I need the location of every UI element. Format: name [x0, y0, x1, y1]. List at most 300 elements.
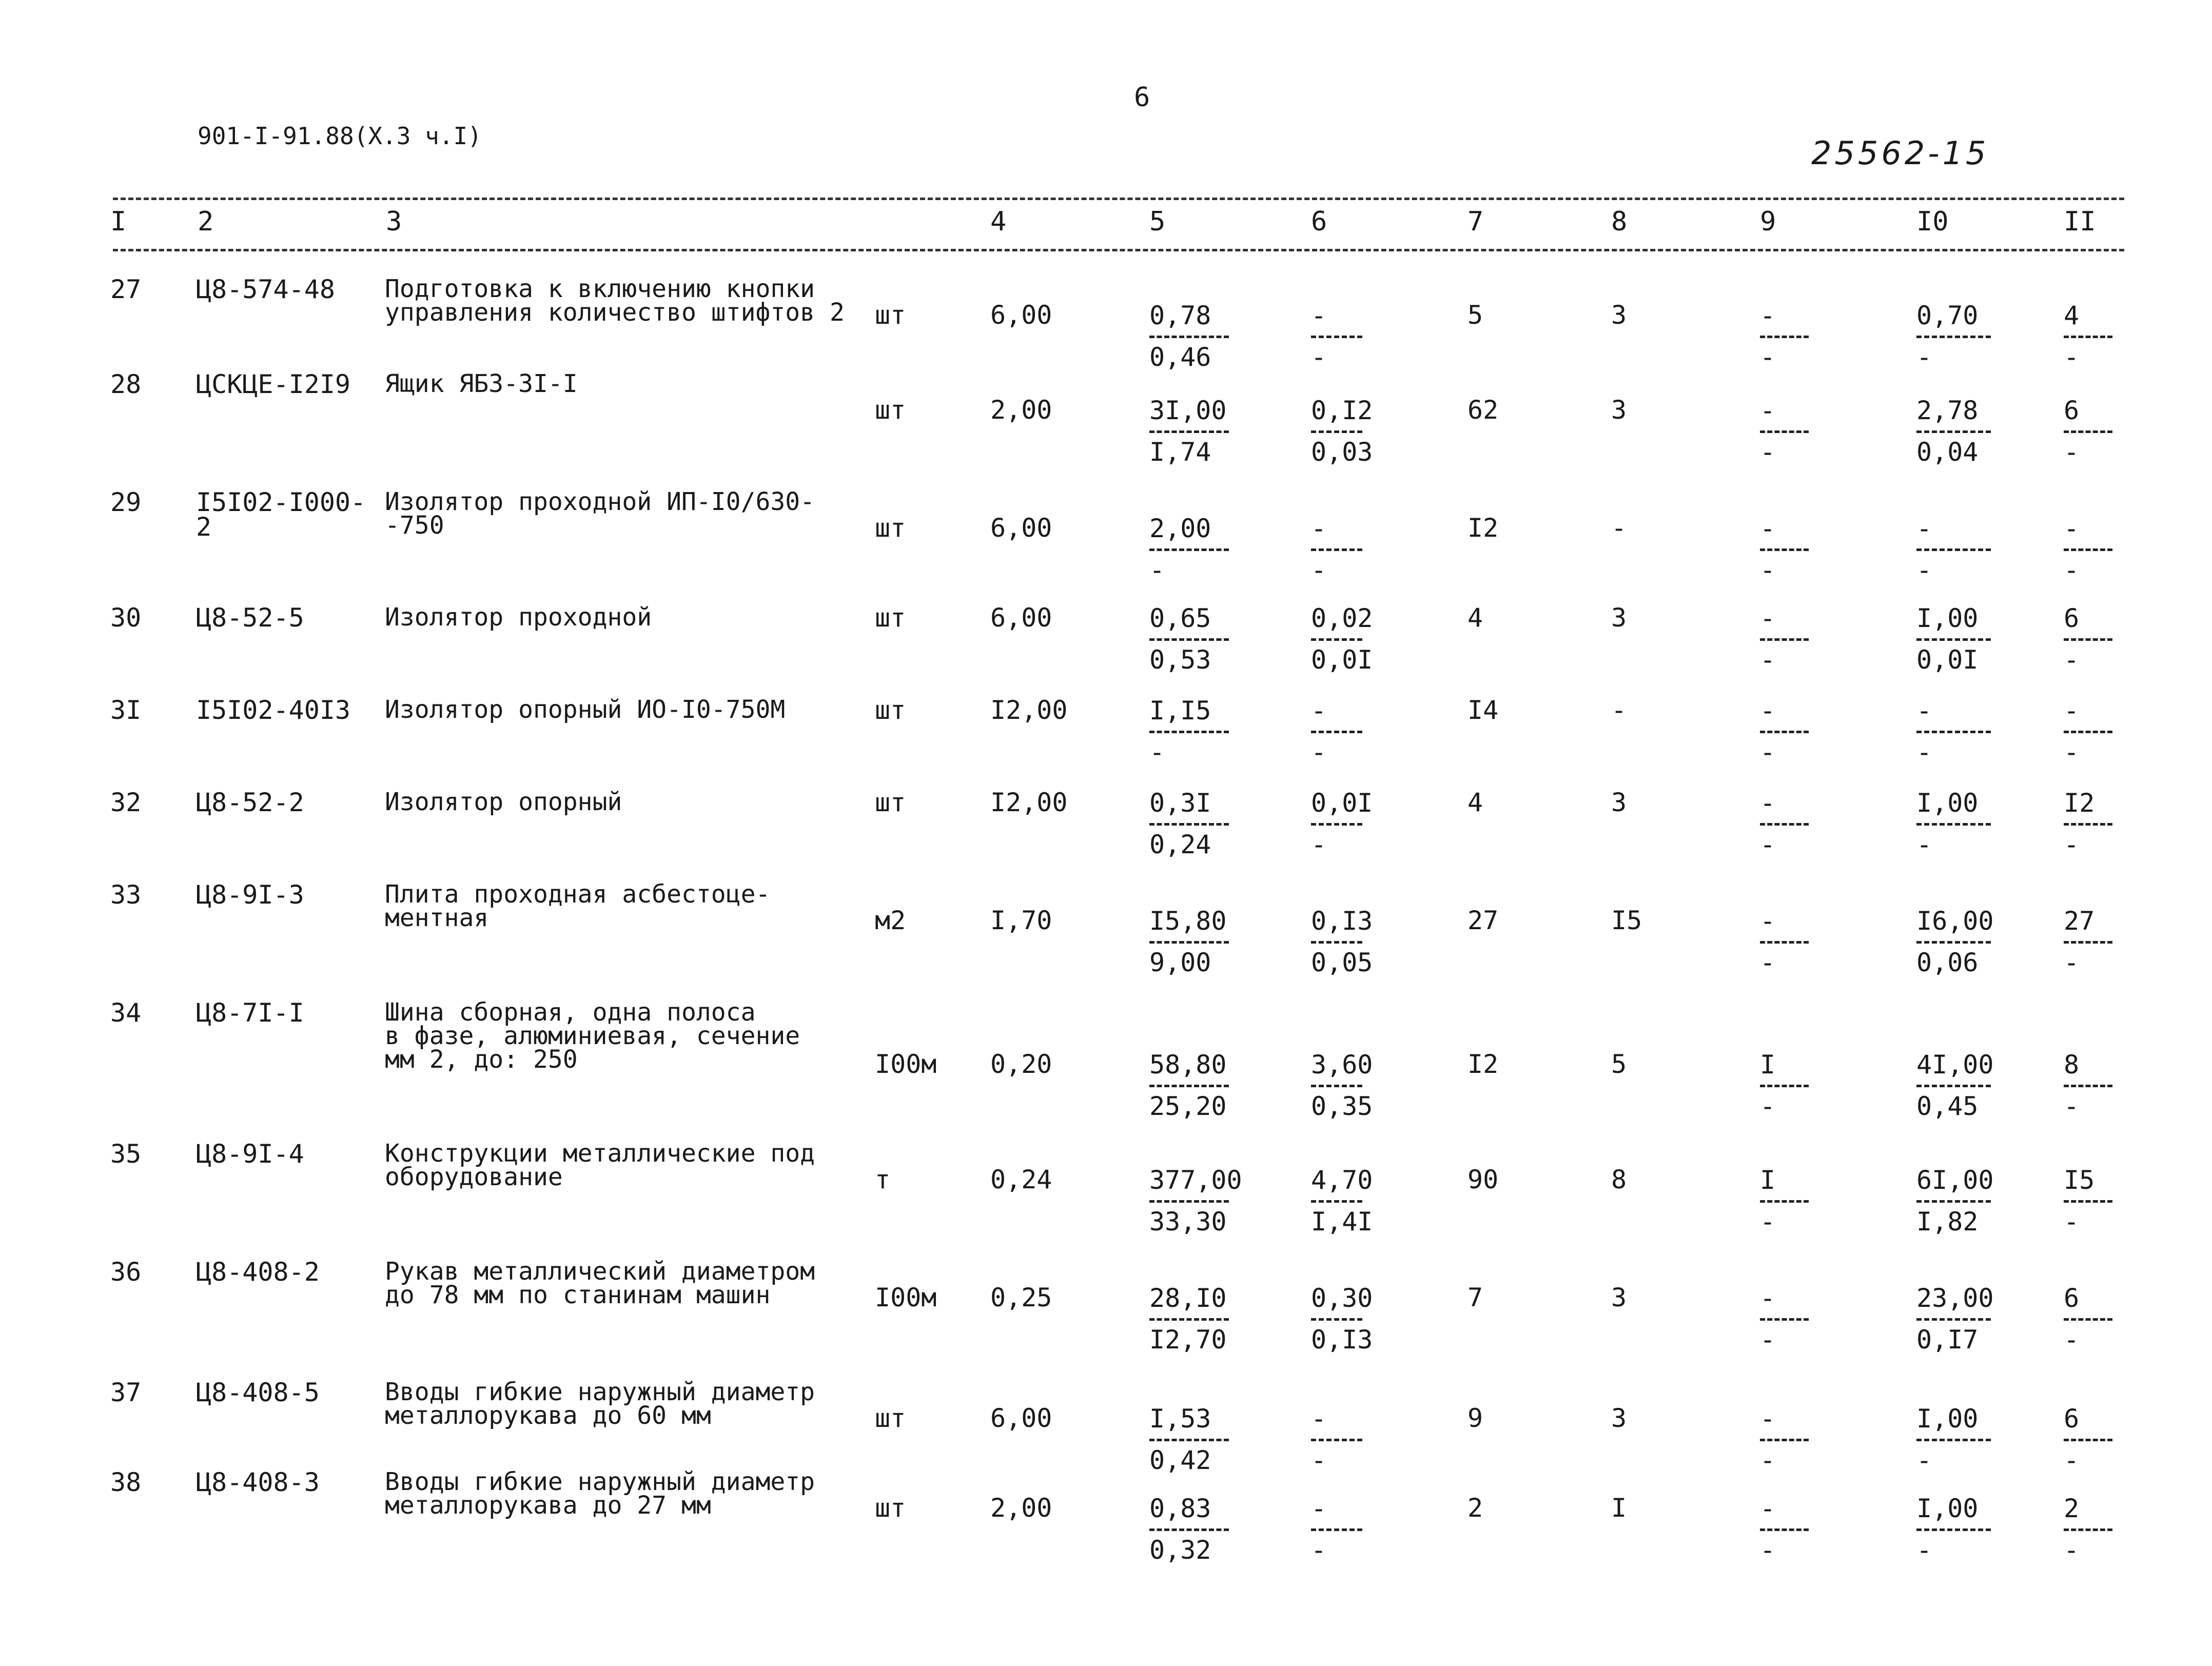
row-number: 35 [110, 1139, 142, 1169]
col9-value-denominator: - [1760, 1325, 1776, 1355]
unit: I00м [875, 1283, 937, 1312]
col9-value-numerator: - [1760, 1283, 1776, 1313]
col11-value-numerator: 4 [2064, 301, 2080, 330]
col6-value-denominator: 0,03 [1311, 437, 1373, 467]
col5-value [1149, 1496, 1229, 1563]
col5-value-denominator: 25,20 [1149, 1091, 1227, 1121]
fraction-bar [1916, 548, 1991, 551]
col11-value-numerator: 27 [2064, 906, 2095, 936]
col11-value [2064, 398, 2112, 465]
col9-value [1760, 1496, 1809, 1563]
col11-value [2064, 1052, 2112, 1119]
col6-value-denominator: 0,0I [1311, 645, 1373, 675]
col8-value: 3 [1611, 788, 1627, 817]
col9-value-numerator: - [1760, 1404, 1776, 1434]
col10-value [1916, 1496, 1991, 1563]
quantity: I2,00 [990, 788, 1068, 817]
col10-value [1916, 1283, 1994, 1355]
col9-value [1760, 605, 1809, 673]
col11-value-denominator: - [2064, 737, 2080, 767]
col9-value [1760, 303, 1809, 370]
col10-value-numerator: I,00 [1916, 1494, 1979, 1523]
col5-value-numerator: 58,80 [1149, 1050, 1227, 1080]
fraction-bar [1916, 1200, 1991, 1203]
col10-value-numerator: 2,78 [1916, 396, 1979, 425]
col11-value-denominator: - [2064, 948, 2080, 977]
fraction-bar [1760, 1318, 1809, 1321]
col10-value-denominator: 0,45 [1916, 1091, 1979, 1121]
col5-value [1149, 303, 1229, 370]
fraction-bar [1311, 638, 1362, 641]
col9-value [1760, 790, 1809, 857]
work-name: Вводы гибкие наружный диаметр металлорукава до 60 мм [385, 1378, 815, 1430]
col10-value-denominator: - [1916, 737, 1932, 767]
col5-value [1149, 790, 1229, 857]
col8-value: 5 [1611, 1049, 1627, 1079]
col5-value-numerator: 28,I0 [1149, 1283, 1227, 1313]
col7-value: I2 [1467, 513, 1499, 543]
unit: шт [875, 395, 906, 425]
col5-value-denominator: I,74 [1149, 437, 1211, 467]
work-name: Конструкции металлические под оборудование [385, 1139, 815, 1191]
fraction-bar [1760, 1085, 1809, 1087]
col6-value-numerator: 0,0I [1311, 788, 1373, 818]
fraction-bar [1916, 1085, 1991, 1087]
col10-value [1916, 1165, 1994, 1237]
col6-value [1311, 303, 1362, 370]
col7-value: 7 [1467, 1283, 1483, 1312]
col11-value-numerator: 8 [2064, 1050, 2080, 1080]
col11-value-denominator: - [2064, 1445, 2080, 1475]
work-name: Шина сборная, одна полоса в фазе, алюминиевая, сечение мм 2, до: 250 [385, 998, 800, 1074]
unit: т [875, 1165, 891, 1194]
col5-value-denominator: 33,30 [1149, 1207, 1227, 1237]
col5-value-numerator: 0,65 [1149, 603, 1211, 633]
fraction-bar [1760, 336, 1809, 338]
work-name: Изолятор проходной [385, 603, 652, 632]
col8-value: 3 [1611, 300, 1627, 330]
unit: м2 [875, 906, 906, 935]
col6-value-denominator: - [1311, 342, 1327, 372]
col6-value-numerator: - [1311, 514, 1327, 543]
col9-value [1760, 1052, 1809, 1119]
col11-value [2064, 1165, 2112, 1237]
col7-value: 2 [1467, 1493, 1483, 1523]
quantity: 0,24 [990, 1165, 1052, 1194]
col8-value: 3 [1611, 1283, 1627, 1312]
fraction-bar [1760, 548, 1809, 551]
col6-value-denominator: - [1311, 1535, 1327, 1565]
col9-value-denominator: - [1760, 1445, 1776, 1475]
fraction-bar [2064, 941, 2112, 944]
fraction-bar [1149, 731, 1229, 733]
fraction-bar [1311, 1318, 1362, 1321]
col9-value-denominator: - [1760, 948, 1776, 977]
fraction-bar [1149, 1318, 1229, 1321]
row-number: 32 [110, 788, 142, 817]
col10-value-denominator: 0,04 [1916, 437, 1979, 467]
column-header: 2 [198, 206, 214, 237]
col10-value-denominator: - [1916, 1445, 1932, 1475]
row-number: 36 [110, 1257, 142, 1287]
work-name: Плита проходная асбестоце- ментная [385, 880, 771, 932]
col8-value: - [1611, 695, 1627, 725]
col11-value-denominator: - [2064, 437, 2080, 467]
fraction-bar [1149, 823, 1229, 826]
column-header: 5 [1149, 206, 1166, 237]
work-name: Подготовка к включению кнопки управления количество штифтов 2 [385, 275, 845, 327]
col6-value [1311, 516, 1362, 583]
row-number: 30 [110, 603, 142, 633]
col10-value [1916, 790, 1991, 857]
col5-value-numerator: 2,00 [1149, 514, 1211, 543]
row-number: 3I [110, 695, 142, 725]
col8-value: 3 [1611, 603, 1627, 633]
col5-value [1149, 516, 1229, 583]
col11-value-denominator: - [2064, 555, 2080, 585]
col5-value-denominator: I2,70 [1149, 1325, 1227, 1355]
col9-value-numerator: - [1760, 396, 1776, 425]
col6-value-numerator: - [1311, 696, 1327, 726]
col10-value-numerator: 4I,00 [1916, 1050, 1994, 1080]
fraction-bar [2064, 1528, 2112, 1531]
quantity: 0,20 [990, 1049, 1052, 1079]
col7-value: 27 [1467, 906, 1499, 935]
row-number: 37 [110, 1378, 142, 1407]
fraction-bar [1760, 1528, 1809, 1531]
work-name: Изолятор проходной ИП-I0/630- -750 [385, 487, 815, 540]
col10-value-numerator: 6I,00 [1916, 1165, 1994, 1195]
price-code: Ц8-7I-I [196, 998, 304, 1028]
col10-value [1916, 906, 1994, 977]
fraction-bar [1760, 823, 1809, 826]
unit: шт [875, 695, 906, 725]
col6-value-numerator: 4,70 [1311, 1165, 1373, 1195]
fraction-bar [2064, 336, 2112, 338]
unit: шт [875, 1493, 906, 1523]
fraction-bar [1149, 548, 1229, 551]
fraction-bar [1760, 731, 1809, 733]
col11-value [2064, 605, 2112, 673]
col10-value-numerator: I,00 [1916, 603, 1979, 633]
col6-value [1311, 1283, 1373, 1355]
price-code: Ц8-52-5 [196, 603, 304, 633]
col9-value-denominator: - [1760, 830, 1776, 859]
col11-value-denominator: - [2064, 1091, 2080, 1121]
col7-value: 62 [1467, 395, 1499, 425]
row-number: 28 [110, 369, 142, 399]
price-code: Ц8-574-48 [196, 275, 335, 304]
fraction-bar [1311, 1085, 1362, 1087]
col9-value [1760, 516, 1809, 583]
col9-value [1760, 908, 1809, 975]
col5-value-denominator: 0,46 [1149, 342, 1211, 372]
row-number: 27 [110, 275, 142, 304]
row-number: 34 [110, 998, 142, 1028]
col11-value-denominator: - [2064, 830, 2080, 859]
col11-value-numerator: 6 [2064, 396, 2080, 425]
col6-value-numerator: 3,60 [1311, 1050, 1373, 1080]
fraction-bar [1916, 336, 1991, 338]
col6-value-numerator: 0,02 [1311, 603, 1373, 633]
col5-value [1149, 908, 1229, 975]
fraction-bar [1311, 430, 1362, 433]
col8-value: 8 [1611, 1165, 1627, 1194]
fraction-bar [1760, 1439, 1809, 1441]
col10-value-denominator: - [1916, 555, 1932, 585]
col5-value [1149, 1052, 1229, 1119]
fraction-bar [2064, 638, 2112, 641]
col6-value-numerator: 0,I2 [1311, 396, 1373, 425]
fraction-bar [1916, 941, 1991, 944]
col8-value: 3 [1611, 1403, 1627, 1433]
col6-value-numerator: 0,I3 [1311, 906, 1373, 936]
col9-value [1760, 1406, 1809, 1473]
fraction-bar [2064, 1318, 2112, 1321]
fraction-bar [2064, 548, 2112, 551]
col5-value-denominator: - [1149, 555, 1165, 585]
col5-value-numerator: I5,80 [1149, 906, 1227, 936]
quantity: 6,00 [990, 603, 1052, 633]
col5-value [1149, 605, 1229, 673]
col6-value-numerator: 0,30 [1311, 1283, 1373, 1313]
fraction-bar [1149, 336, 1229, 338]
fraction-bar [1916, 731, 1991, 733]
col10-value [1916, 516, 1991, 583]
quantity: 2,00 [990, 395, 1052, 425]
column-header: 4 [990, 206, 1007, 237]
col9-value [1760, 1285, 1809, 1353]
col10-value-numerator: I,00 [1916, 788, 1979, 818]
col8-value: I5 [1611, 906, 1642, 935]
col5-value-denominator: 0,24 [1149, 830, 1211, 859]
col9-value-numerator: - [1760, 906, 1776, 936]
col11-value-numerator: I5 [2064, 1165, 2095, 1195]
col11-value [2064, 516, 2112, 583]
col9-value-numerator: I [1760, 1050, 1776, 1080]
fraction-bar [1149, 1528, 1229, 1531]
col5-value-numerator: 377,00 [1149, 1165, 1242, 1195]
col11-value-numerator: 6 [2064, 603, 2080, 633]
col9-value-denominator: - [1760, 555, 1776, 585]
column-header: 6 [1311, 206, 1327, 237]
price-code: Ц8-408-2 [196, 1257, 320, 1287]
col5-value-numerator: 3I,00 [1149, 396, 1227, 425]
col11-value [2064, 790, 2112, 857]
col11-value-denominator: - [2064, 1325, 2080, 1355]
row-number: 29 [110, 487, 142, 517]
col11-value-numerator: 6 [2064, 1283, 2080, 1313]
column-header: I [110, 206, 127, 237]
col5-value-numerator: 0,78 [1149, 301, 1211, 330]
quantity: 0,25 [990, 1283, 1052, 1312]
unit: шт [875, 1403, 906, 1433]
price-code: Ц8-9I-3 [196, 880, 304, 910]
col5-value-numerator: 0,3I [1149, 788, 1211, 818]
fraction-bar [1149, 1439, 1229, 1441]
fraction-bar [1149, 430, 1229, 433]
col6-value-denominator: I,4I [1311, 1207, 1373, 1237]
fraction-bar [1760, 941, 1809, 944]
col10-value [1916, 605, 1991, 673]
col6-value-denominator: 0,I3 [1311, 1325, 1373, 1355]
col6-value [1311, 906, 1373, 977]
fraction-bar [1149, 941, 1229, 944]
col5-value-denominator: 9,00 [1149, 948, 1211, 977]
col10-value-denominator: - [1916, 830, 1932, 859]
col9-value-denominator: - [1760, 737, 1776, 767]
fraction-bar [2064, 731, 2112, 733]
col6-value [1311, 788, 1373, 859]
quantity: I2,00 [990, 695, 1068, 725]
col5-value [1149, 1285, 1229, 1353]
col6-value-denominator: - [1311, 555, 1327, 585]
fraction-bar [2064, 1085, 2112, 1087]
fraction-bar [1916, 1439, 1991, 1441]
col5-value [1149, 698, 1229, 765]
handwritten-stamp-number: 25562-15 [1811, 134, 1989, 172]
col9-value-numerator: - [1760, 301, 1776, 330]
col6-value-denominator: - [1311, 737, 1327, 767]
col6-value [1311, 1496, 1362, 1563]
price-code: ЦСКЦЕ-I2I9 [196, 369, 351, 399]
col10-value-denominator: - [1916, 1535, 1932, 1565]
col10-value-denominator: 0,06 [1916, 948, 1979, 977]
col10-value [1916, 1406, 1991, 1473]
row-number: 38 [110, 1467, 142, 1497]
column-header: 7 [1467, 206, 1484, 237]
fraction-bar [1311, 1439, 1362, 1441]
fraction-bar [2064, 1439, 2112, 1441]
col8-value: - [1611, 513, 1627, 543]
col7-value: I2 [1467, 1049, 1499, 1079]
col10-value [1916, 303, 1991, 370]
header-bottom-rule [113, 249, 2124, 251]
col10-value-numerator: - [1916, 514, 1932, 543]
col10-value-numerator: 23,00 [1916, 1283, 1994, 1313]
fraction-bar [2064, 1200, 2112, 1203]
col10-value-denominator: 0,0I [1916, 645, 1979, 675]
col6-value-numerator: - [1311, 301, 1327, 330]
work-name: Вводы гибкие наружный диаметр металлорукава до 27 мм [385, 1467, 815, 1520]
col6-value [1311, 603, 1373, 675]
col11-value-numerator: I2 [2064, 788, 2095, 818]
quantity: 6,00 [990, 1403, 1052, 1433]
col9-value-denominator: - [1760, 1535, 1776, 1565]
quantity: I,70 [990, 906, 1052, 935]
quantity: 6,00 [990, 300, 1052, 330]
fraction-bar [1311, 731, 1362, 733]
col9-value-denominator: - [1760, 437, 1776, 467]
fraction-bar [1916, 430, 1991, 433]
col5-value-denominator: 0,32 [1149, 1535, 1211, 1565]
fraction-bar [1311, 823, 1362, 826]
col11-value-numerator: - [2064, 514, 2080, 543]
col11-value-denominator: - [2064, 1207, 2080, 1237]
col7-value: I4 [1467, 695, 1499, 725]
column-header: I0 [1916, 206, 1949, 237]
col11-value-denominator: - [2064, 342, 2080, 372]
col9-value [1760, 1165, 1809, 1237]
col9-value-numerator: - [1760, 603, 1776, 633]
col10-value-denominator: 0,I7 [1916, 1325, 1979, 1355]
work-name: Рукав металлический диаметром до 78 мм по станинам машин [385, 1257, 815, 1309]
col7-value: 90 [1467, 1165, 1499, 1194]
fraction-bar [2064, 430, 2112, 433]
row-number: 33 [110, 880, 142, 910]
col5-value-denominator: 0,42 [1149, 1445, 1211, 1475]
fraction-bar [1149, 1085, 1229, 1087]
col11-value [2064, 1406, 2112, 1473]
unit: I00м [875, 1049, 937, 1079]
price-code: I5I02-40I3 [196, 695, 351, 725]
col6-value [1311, 1406, 1362, 1473]
col11-value [2064, 1496, 2112, 1563]
col6-value-numerator: - [1311, 1404, 1327, 1434]
quantity: 2,00 [990, 1493, 1052, 1523]
price-code: I5I02-I000- 2 [196, 487, 366, 542]
col5-value [1149, 398, 1229, 465]
page-number: 6 [1134, 82, 1150, 113]
col11-value-denominator: - [2064, 1535, 2080, 1565]
fraction-bar [1916, 1318, 1991, 1321]
unit: шт [875, 603, 906, 633]
column-header: 3 [386, 206, 402, 237]
col9-value-numerator: I [1760, 1165, 1776, 1195]
col11-value-numerator: 6 [2064, 1404, 2080, 1434]
col9-value-denominator: - [1760, 1091, 1776, 1121]
col8-value: I [1611, 1493, 1627, 1523]
col9-value-numerator: - [1760, 514, 1776, 543]
col6-value [1311, 1050, 1373, 1121]
fraction-bar [1916, 638, 1991, 641]
fraction-bar [1149, 1200, 1229, 1203]
col9-value-denominator: - [1760, 645, 1776, 675]
col5-value-denominator: - [1149, 737, 1165, 767]
unit: шт [875, 300, 906, 330]
price-code: Ц8-9I-4 [196, 1139, 304, 1169]
col10-value [1916, 698, 1991, 765]
column-header: II [2064, 206, 2096, 237]
col10-value-denominator: I,82 [1916, 1207, 1979, 1237]
unit: шт [875, 513, 906, 543]
col6-value [1311, 396, 1373, 467]
col10-value [1916, 398, 1991, 465]
col10-value-numerator: I6,00 [1916, 906, 1994, 936]
col11-value-numerator: 2 [2064, 1494, 2080, 1523]
work-name: Изолятор опорный ИО-I0-750М [385, 695, 786, 724]
fraction-bar [1311, 548, 1362, 551]
col10-value-numerator: - [1916, 696, 1932, 726]
col5-value-numerator: 0,83 [1149, 1494, 1211, 1523]
col9-value [1760, 398, 1809, 465]
col9-value-numerator: - [1760, 788, 1776, 818]
fraction-bar [1760, 430, 1809, 433]
col10-value-numerator: 0,70 [1916, 301, 1979, 330]
fraction-bar [1311, 1528, 1362, 1531]
document-code: 901-I-91.88(X.3 ч.I) [198, 122, 482, 150]
fraction-bar [1311, 941, 1362, 944]
col10-value [1916, 1050, 1994, 1121]
price-code: Ц8-408-3 [196, 1467, 320, 1497]
col5-value-numerator: I,53 [1149, 1404, 1211, 1434]
col6-value [1311, 698, 1362, 765]
col7-value: 4 [1467, 603, 1483, 633]
unit: шт [875, 788, 906, 817]
col6-value-denominator: 0,35 [1311, 1091, 1373, 1121]
col5-value-numerator: I,I5 [1149, 696, 1211, 726]
col10-value-denominator: - [1916, 342, 1932, 372]
